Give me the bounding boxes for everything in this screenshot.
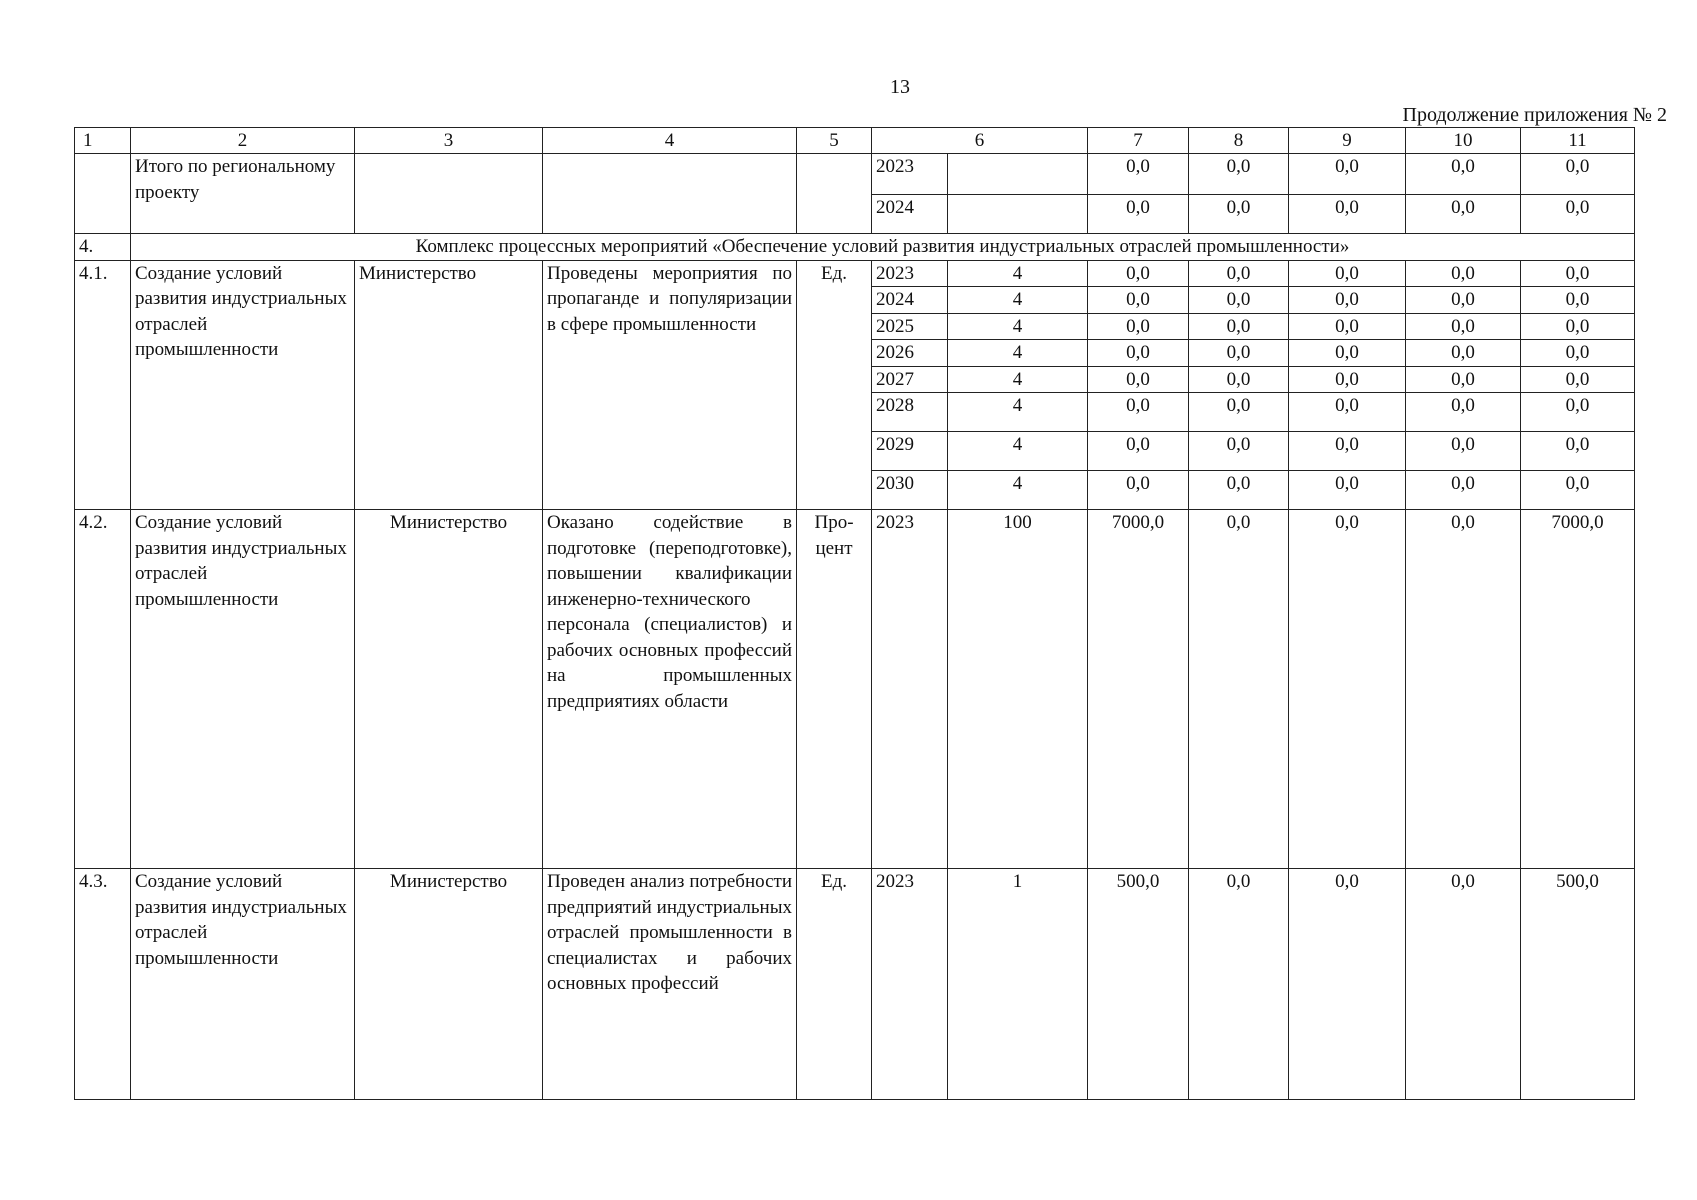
value-cell: 4 [948, 471, 1088, 510]
value-cell: 0,0 [1289, 869, 1406, 1100]
value-cell: 0,0 [1406, 260, 1521, 287]
value-cell: 100 [948, 510, 1088, 869]
value-cell: 0,0 [1189, 393, 1289, 432]
subtotal-label: Итого по региональному проекту [131, 154, 355, 234]
year-cell: 2026 [872, 340, 948, 367]
value-cell: 0,0 [1088, 340, 1189, 367]
subtotal-executor-cell [355, 154, 543, 234]
col-header-5: 5 [797, 128, 872, 154]
value-cell: 0,0 [1289, 195, 1406, 234]
value-cell: 0,0 [1406, 154, 1521, 195]
col-header-1: 1 [75, 128, 131, 154]
value-cell: 0,0 [1521, 432, 1635, 471]
appendix-table [74, 127, 1635, 1100]
value-cell: 0,0 [1406, 471, 1521, 510]
continuation-caption: Продолжение приложения № 2 [1402, 104, 1667, 126]
item-executor: Министерство [355, 869, 543, 1100]
value-cell: 0,0 [1289, 260, 1406, 287]
subtotal-row [75, 154, 1635, 195]
value-cell: 4 [948, 366, 1088, 393]
year-cell: 2024 [872, 195, 948, 234]
value-cell: 0,0 [1406, 510, 1521, 869]
value-cell: 0,0 [1289, 366, 1406, 393]
value-cell [948, 195, 1088, 234]
value-cell: 0,0 [1189, 195, 1289, 234]
col-header-11: 11 [1521, 128, 1635, 154]
value-cell: 0,0 [1088, 260, 1189, 287]
year-cell: 2025 [872, 313, 948, 340]
value-cell: 0,0 [1521, 340, 1635, 367]
value-cell: 7000,0 [1088, 510, 1189, 869]
value-cell: 0,0 [1521, 393, 1635, 432]
value-cell: 0,0 [1406, 287, 1521, 314]
value-cell: 0,0 [1088, 195, 1189, 234]
value-cell: 0,0 [1189, 471, 1289, 510]
item-result: Проведен анализ потребности предприятий индустриальных отраслей промышленности в специалистах и рабочих основных профессий [543, 869, 797, 1100]
year-cell: 2029 [872, 432, 948, 471]
value-cell [948, 154, 1088, 195]
value-cell: 0,0 [1189, 313, 1289, 340]
value-cell: 0,0 [1521, 471, 1635, 510]
value-cell: 0,0 [1189, 366, 1289, 393]
value-cell: 0,0 [1406, 340, 1521, 367]
value-cell: 0,0 [1521, 313, 1635, 340]
value-cell: 0,0 [1521, 366, 1635, 393]
value-cell: 0,0 [1189, 510, 1289, 869]
item-name: Создание условий развития индустриальных отраслей промышленности [131, 510, 355, 869]
col-header-4: 4 [543, 128, 797, 154]
col-header-6: 6 [872, 128, 1088, 154]
item-row [75, 869, 1635, 1100]
col-header-10: 10 [1406, 128, 1521, 154]
value-cell: 0,0 [1189, 154, 1289, 195]
value-cell: 7000,0 [1521, 510, 1635, 869]
value-cell: 500,0 [1088, 869, 1189, 1100]
section-row [75, 234, 1635, 261]
year-cell: 2028 [872, 393, 948, 432]
value-cell: 1 [948, 869, 1088, 1100]
item-unit: Ед. [797, 260, 872, 510]
value-cell: 0,0 [1189, 340, 1289, 367]
value-cell: 0,0 [1521, 287, 1635, 314]
item-number: 4.3. [75, 869, 131, 1100]
col-header-2: 2 [131, 128, 355, 154]
subtotal-num-cell [75, 154, 131, 234]
value-cell: 0,0 [1406, 869, 1521, 1100]
value-cell: 0,0 [1406, 366, 1521, 393]
value-cell: 4 [948, 393, 1088, 432]
year-cell: 2023 [872, 154, 948, 195]
value-cell: 4 [948, 432, 1088, 471]
value-cell: 0,0 [1189, 432, 1289, 471]
item-name: Создание условий развития индустриальных отраслей промышленности [131, 260, 355, 510]
item-name: Создание условий развития индустриальных отраслей промышленности [131, 869, 355, 1100]
value-cell: 0,0 [1521, 260, 1635, 287]
value-cell: 4 [948, 313, 1088, 340]
year-cell: 2023 [872, 260, 948, 287]
item-row [75, 510, 1635, 869]
col-header-9: 9 [1289, 128, 1406, 154]
year-cell: 2027 [872, 366, 948, 393]
value-cell: 0,0 [1088, 313, 1189, 340]
year-cell: 2024 [872, 287, 948, 314]
value-cell: 0,0 [1289, 510, 1406, 869]
item-row [75, 260, 1635, 287]
item-executor: Министерство [355, 510, 543, 869]
item-result: Проведены мероприятия по пропаганде и популяризации в сфере промышленности [543, 260, 797, 510]
value-cell: 0,0 [1088, 432, 1189, 471]
subtotal-unit-cell [797, 154, 872, 234]
item-unit: Про-цент [797, 510, 872, 869]
item-result: Оказано содействие в подготовке (переподготовке), повышении квалификации инженерно-технического персонала (специалистов) и рабочих основных профессий на промышленных предприятиях области [543, 510, 797, 869]
value-cell: 0,0 [1189, 260, 1289, 287]
page-number: 13 [890, 76, 910, 98]
year-cell: 2023 [872, 510, 948, 869]
value-cell: 0,0 [1189, 287, 1289, 314]
value-cell: 4 [948, 287, 1088, 314]
col-header-3: 3 [355, 128, 543, 154]
value-cell: 0,0 [1289, 432, 1406, 471]
value-cell: 0,0 [1406, 432, 1521, 471]
value-cell: 4 [948, 260, 1088, 287]
section-title: Комплекс процессных мероприятий «Обеспечение условий развития индустриальных отраслей промышленности» [131, 234, 1635, 261]
value-cell: 0,0 [1088, 393, 1189, 432]
value-cell: 0,0 [1289, 393, 1406, 432]
value-cell: 0,0 [1521, 154, 1635, 195]
value-cell: 4 [948, 340, 1088, 367]
item-number: 4.1. [75, 260, 131, 510]
value-cell: 0,0 [1289, 154, 1406, 195]
value-cell: 500,0 [1521, 869, 1635, 1100]
item-number: 4.2. [75, 510, 131, 869]
section-number: 4. [75, 234, 131, 261]
value-cell: 0,0 [1406, 313, 1521, 340]
value-cell: 0,0 [1088, 287, 1189, 314]
value-cell: 0,0 [1406, 195, 1521, 234]
value-cell: 0,0 [1088, 366, 1189, 393]
subtotal-result-cell [543, 154, 797, 234]
value-cell: 0,0 [1289, 340, 1406, 367]
value-cell: 0,0 [1289, 287, 1406, 314]
value-cell: 0,0 [1521, 195, 1635, 234]
year-cell: 2023 [872, 869, 948, 1100]
value-cell: 0,0 [1189, 869, 1289, 1100]
col-header-7: 7 [1088, 128, 1189, 154]
value-cell: 0,0 [1406, 393, 1521, 432]
column-number-row [75, 128, 1635, 154]
col-header-8: 8 [1189, 128, 1289, 154]
item-unit: Ед. [797, 869, 872, 1100]
item-executor: Министерство [355, 260, 543, 510]
value-cell: 0,0 [1289, 313, 1406, 340]
year-cell: 2030 [872, 471, 948, 510]
value-cell: 0,0 [1289, 471, 1406, 510]
value-cell: 0,0 [1088, 471, 1189, 510]
value-cell: 0,0 [1088, 154, 1189, 195]
